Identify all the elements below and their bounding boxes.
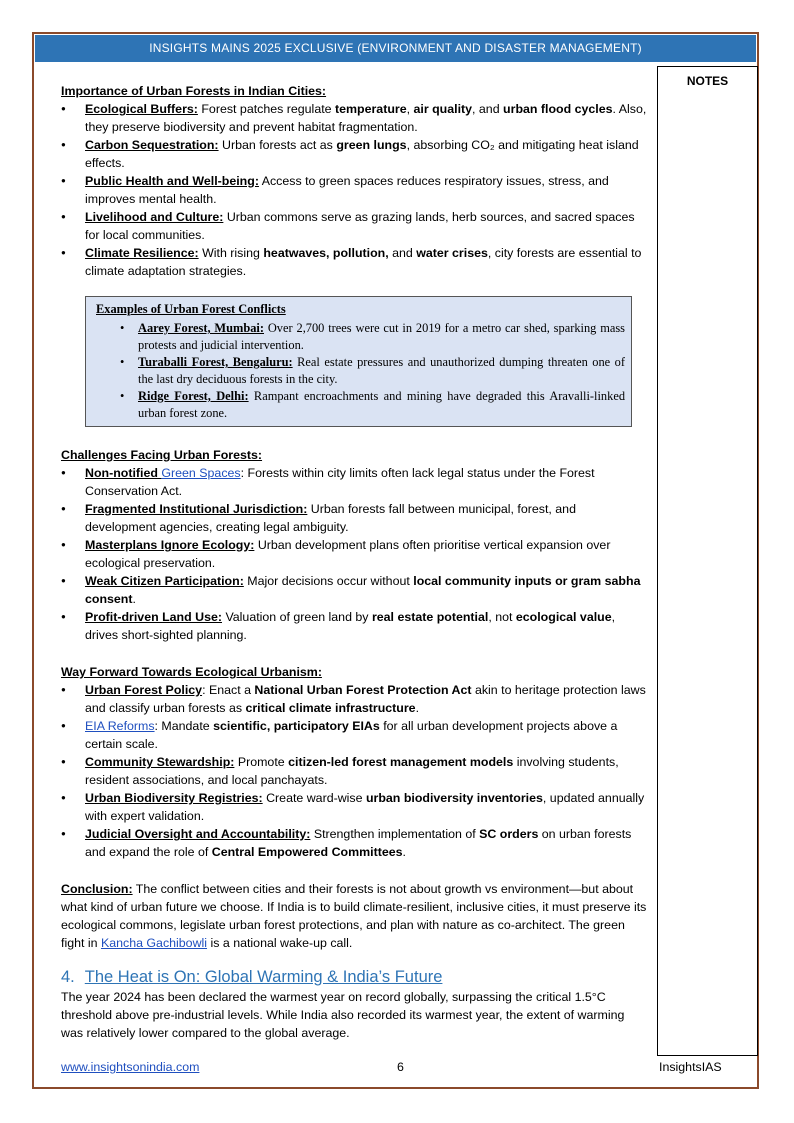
- conflicts-box: [85, 296, 632, 427]
- notes-column: [657, 66, 758, 1056]
- main-content: [61, 82, 649, 1042]
- list-item: • Ridge Forest, Delhi: Rampant encroachments and mining have degraded this Aravalli-linked urban forest zone.: [96, 388, 625, 422]
- page-number: 6: [397, 1060, 404, 1074]
- notes-title: NOTES: [686, 74, 729, 88]
- list-item: ● Carbon Sequestration: Urban forests act as green lungs, absorbing CO₂ and mitigating heat island effects.: [61, 136, 649, 172]
- section-4-heading: 4. The Heat is On: Global Warming & India’s Future: [61, 968, 443, 986]
- conflicts-list: [96, 320, 625, 422]
- list-item: ● EIA Reforms: Mandate scientific, participatory EIAs for all urban development projects above a certain scale.: [61, 717, 649, 753]
- section-4-paragraph: The year 2024 has been declared the warmest year on record globally, surpassing the critical 1.5°C threshold above pre-industrial levels. While India also recorded its warmest year, the extent of warming was relatively lower compared to the global average.: [61, 990, 625, 1040]
- conflicts-box-title: Examples of Urban Forest Conflicts: [96, 302, 286, 316]
- list-item: ● Masterplans Ignore Ecology: Urban development plans often prioritise vertical expansion over ecological preservation.: [61, 536, 649, 572]
- website-link[interactable]: www.insightsonindia.com: [61, 1060, 200, 1074]
- eia-reforms-link[interactable]: EIA Reforms: [85, 719, 155, 733]
- list-item: ● Urban Biodiversity Registries: Create ward-wise urban biodiversity inventories, updated annually with expert validation.: [61, 789, 649, 825]
- challenges-list: [61, 464, 649, 644]
- importance-heading: Importance of Urban Forests in Indian Cities:: [61, 84, 327, 98]
- list-item: ● Non-notified Green Spaces: Forests within city limits often lack legal status under the Forest Conservation Act.: [61, 464, 649, 500]
- list-item: ● Weak Citizen Participation: Major decisions occur without local community inputs or gram sabha consent.: [61, 572, 649, 608]
- list-item: ● Livelihood and Culture: Urban commons serve as grazing lands, herb sources, and sacred spaces for local communities.: [61, 208, 649, 244]
- kancha-gachibowli-link[interactable]: Kancha Gachibowli: [100, 936, 208, 950]
- list-item: ● Ecological Buffers: Forest patches regulate temperature, air quality, and urban flood cycles. Also, they preserve biodiversity and prevent habitat fragmentation.: [61, 100, 649, 136]
- page-header: INSIGHTS MAINS 2025 EXCLUSIVE (ENVIRONMENT AND DISASTER MANAGEMENT): [35, 35, 756, 62]
- list-item: ● Public Health and Well-being: Access to green spaces reduces respiratory issues, stress, and improves mental health.: [61, 172, 649, 208]
- green-spaces-link[interactable]: Green Spaces: [161, 466, 241, 480]
- way-forward-list: [61, 681, 649, 861]
- brand-name: InsightsIAS: [659, 1060, 722, 1074]
- conclusion-paragraph: Conclusion: The conflict between cities and their forests is not about growth vs environment—but about what kind of urban future we choose. If India is to build climate-resilient, inclusive cities, it must preserve its ecological commons, legislate urban forest protections, and plan with nature as co-architect. The green fight in Kancha Gachibowli is a national wake-up call.: [61, 882, 647, 950]
- list-item: ● Fragmented Institutional Jurisdiction: Urban forests fall between municipal, forest, and development agencies, creating legal ambiguity.: [61, 500, 649, 536]
- list-item: • Aarey Forest, Mumbai: Over 2,700 trees were cut in 2019 for a metro car shed, sparking mass protests and judicial intervention.: [96, 320, 625, 354]
- way-forward-heading: Way Forward Towards Ecological Urbanism:: [61, 665, 322, 679]
- importance-list: [61, 100, 649, 280]
- list-item: ● Community Stewardship: Promote citizen-led forest management models involving students, resident associations, and local panchayats.: [61, 753, 649, 789]
- list-item: ● Judicial Oversight and Accountability: Strengthen implementation of SC orders on urban forests and expand the role of Central Empowered Committees.: [61, 825, 649, 861]
- list-item: ● Climate Resilience: With rising heatwaves, pollution, and water crises, city forests are essential to climate adaptation strategies.: [61, 244, 649, 280]
- challenges-heading: Challenges Facing Urban Forests:: [61, 448, 263, 462]
- list-item: ● Urban Forest Policy: Enact a National Urban Forest Protection Act akin to heritage protection laws and classify urban forests as critical climate infrastructure.: [61, 681, 649, 717]
- list-item: ● Profit-driven Land Use: Valuation of green land by real estate potential, not ecological value, drives short-sighted planning.: [61, 608, 649, 644]
- list-item: • Turaballi Forest, Bengaluru: Real estate pressures and unauthorized dumping threaten one of the last dry deciduous forests in the city.: [96, 354, 625, 388]
